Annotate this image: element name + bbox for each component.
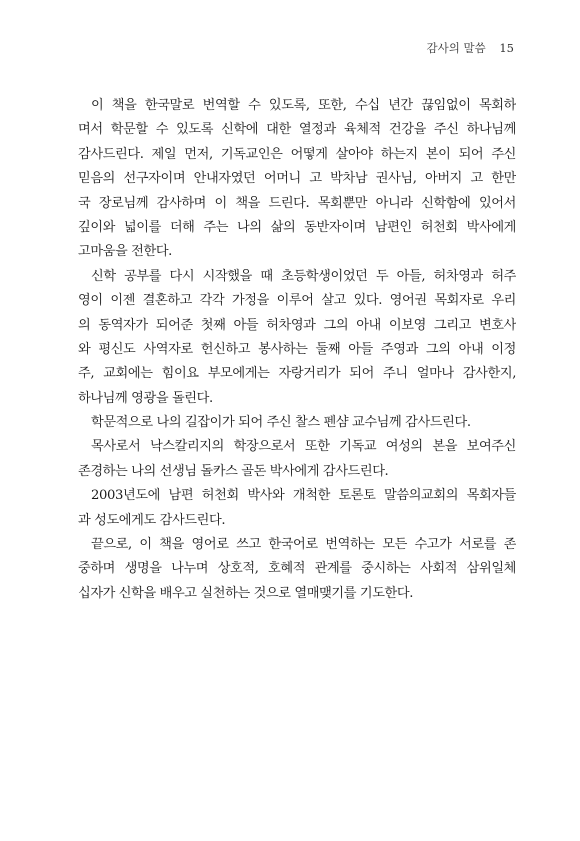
text-line: 감사드린다. 제일 먼저, 기독교인은 어떻게 살아야 하는지 본이 되어 주신	[78, 146, 516, 162]
text-line: 의 동역자가 되어준 첫째 아들 허차영과 그의 아내 이보영 그리고 변호사	[78, 317, 516, 333]
paragraph-closing-prayer	[78, 533, 516, 606]
text-line: 며서 학문할 수 있도록 신학에 대한 열정과 육체적 건강을 주신 하나님께	[78, 122, 516, 138]
text-line: 신학 공부를 다시 시작했을 때 초등학생이었던 두 아들, 허차영과 허주	[91, 268, 516, 284]
text-line: 십자가 신학을 배우고 실천하는 것으로 열매맺기를 기도한다.	[78, 585, 414, 601]
text-line: 학문적으로 나의 길잡이가 되어 주신 찰스 펜샴 교수님께 감사드린다.	[91, 415, 471, 431]
text-line: 이 책을 한국말로 번역할 수 있도록, 또한, 수십 년간 끊임없이 목회하	[91, 98, 516, 113]
running-head-title: 감사의 말씀	[426, 41, 486, 55]
body-text	[78, 94, 516, 606]
paragraph-acknowledgment-teacher	[78, 435, 516, 484]
text-line: 끝으로, 이 책을 영어로 쓰고 한국어로 번역하는 모든 수고가 서로를 존	[91, 537, 516, 553]
paragraph-acknowledgment-sons	[78, 265, 516, 411]
text-line: 고마움을 전한다.	[78, 244, 172, 260]
text-line: 존경하는 나의 선생님 돌카스 골돈 박사에게 감사드린다.	[78, 463, 389, 479]
text-line: 영이 이젠 결혼하고 각각 가정을 이루어 살고 있다. 영어권 목회자로 우리	[78, 293, 516, 309]
text-line: 목사로서 낙스칼리지의 학장으로서 또한 기독교 여성의 본을 보여주신	[91, 439, 516, 455]
page-number: 15	[499, 41, 514, 55]
text-line: 중하며 생명을 나누며 상호적, 호혜적 관계를 중시하는 사회적 삼위일체	[78, 561, 516, 577]
text-line: 과 성도에게도 감사드린다.	[78, 512, 226, 528]
paragraph-acknowledgment-church	[78, 484, 516, 533]
text-line: 주, 교회에는 힘이요 부모에게는 자랑거리가 되어 주니 얼마나 감사한지,	[78, 366, 516, 382]
paragraph-acknowledgment-god-family	[78, 94, 516, 265]
text-line: 2003년도에 남편 허천회 박사와 개척한 토론토 말씀의교회의 목회자들	[91, 488, 516, 504]
text-line: 국 장로님께 감사하며 이 책을 드린다. 목회뿐만 아니라 신학함에 있어서	[78, 195, 516, 211]
text-line: 하나님께 영광을 돌린다.	[78, 390, 213, 406]
text-line: 와 평신도 사역자로 헌신하고 봉사하는 둘째 아들 주영과 그의 아내 이정	[78, 341, 516, 357]
text-line: 깊이와 넓이를 더해 주는 나의 삶의 동반자이며 남편인 허천회 박사에게	[78, 219, 516, 235]
text-line: 믿음의 선구자이며 안내자였던 어머니 고 박차남 권사님, 아버지 고 한만	[78, 171, 516, 187]
paragraph-acknowledgment-professor	[78, 411, 516, 435]
running-head	[427, 40, 515, 56]
